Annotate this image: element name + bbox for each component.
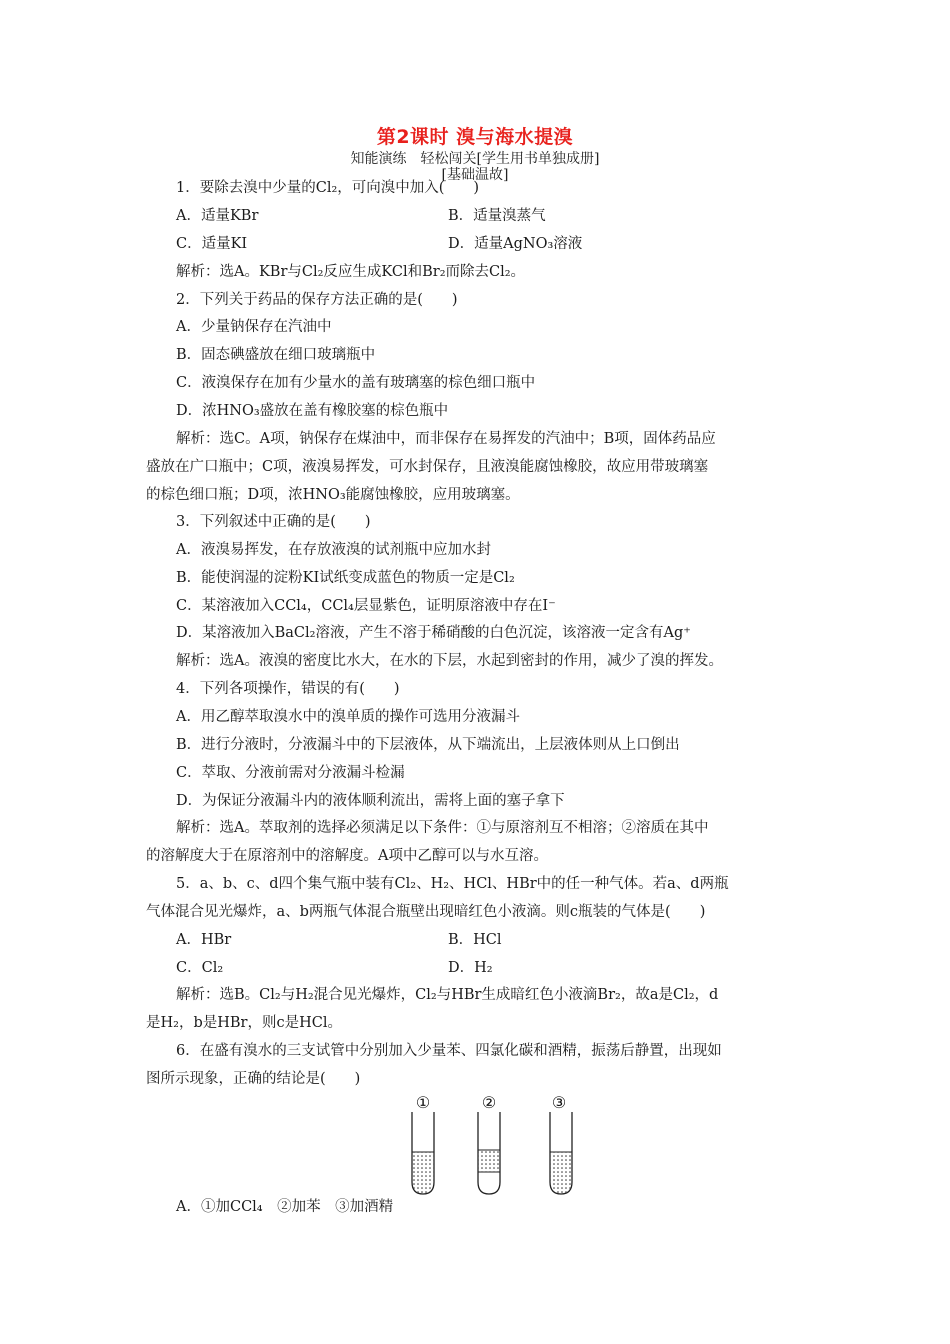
q3-option-a: A．液溴易挥发，在存放液溴的试剂瓶中应加水封 [176, 542, 491, 558]
q4-option-d: D．为保证分液漏斗内的液体顺利流出，需将上面的塞子拿下 [176, 793, 565, 809]
tube-label-2: ② [481, 1093, 497, 1112]
question-6-line-1: 6．在盛有溴水的三支试管中分别加入少量苯、四氯化碳和酒精，振荡后静置，出现如 [176, 1043, 722, 1059]
tube-label-3: ③ [551, 1093, 567, 1112]
q1-option-c: C．适量KI [176, 236, 248, 252]
q4-answer-line-1: 解析：选A。萃取剂的选择必须满足以下条件：①与原溶剂互不相溶；②溶质在其中 [176, 820, 709, 836]
q5-option-d: D．H₂ [448, 960, 493, 976]
q2-option-d: D．浓HNO₃盛放在盖有橡胶塞的棕色瓶中 [176, 403, 449, 419]
question-2: 2．下列关于药品的保存方法正确的是( ) [176, 292, 458, 308]
q4-option-c: C．萃取、分液前需对分液漏斗检漏 [176, 765, 405, 781]
test-tube-2 [478, 1112, 500, 1194]
question-3: 3．下列叙述中正确的是( ) [176, 514, 371, 530]
test-tubes-figure [400, 1110, 590, 1200]
subtitle: 知能演练 轻松闯关[学生用书单独成册] [350, 151, 600, 167]
q2-answer-line-2: 盛放在广口瓶中；C项，液溴易挥发，可水封保存，且液溴能腐蚀橡胶，故应用带玻璃塞 [146, 459, 709, 475]
q2-answer-line-1: 解析：选C。A项，钠保存在煤油中，而非保存在易挥发的汽油中；B项，固体药品应 [176, 431, 716, 447]
test-tube-3 [550, 1112, 572, 1194]
q1-option-b: B．适量溴蒸气 [448, 208, 546, 224]
q2-option-b: B．固态碘盛放在细口玻璃瓶中 [176, 347, 376, 363]
section-heading: [基础温故] [441, 167, 509, 183]
test-tube-1 [412, 1112, 434, 1194]
q3-option-c: C．某溶液加入CCl₄，CCl₄层显紫色，证明原溶液中存在I⁻ [176, 598, 556, 614]
page-title: 第2课时 溴与海水提溴 [376, 126, 574, 148]
q3-answer: 解析：选A。液溴的密度比水大，在水的下层，水起到密封的作用，减少了溴的挥发。 [176, 653, 723, 669]
q1-answer: 解析：选A。KBr与Cl₂反应生成KCl和Br₂而除去Cl₂。 [176, 264, 526, 280]
q5-option-c: C．Cl₂ [176, 960, 224, 976]
q4-answer-line-2: 的溶解度大于在原溶剂中的溶解度。A项中乙醇可以与水互溶。 [146, 848, 548, 864]
q3-option-b: B．能使润湿的淀粉KI试纸变成蓝色的物质一定是Cl₂ [176, 570, 515, 586]
q4-option-b: B．进行分液时，分液漏斗中的下层液体，从下端流出，上层液体则从上口倒出 [176, 737, 680, 753]
q5-answer-line-1: 解析：选B。Cl₂与H₂混合见光爆炸，Cl₂与HBr生成暗红色小液滴Br₂，故a是Cl₂，d [176, 987, 719, 1003]
q1-option-a: A．适量KBr [176, 208, 259, 224]
q2-answer-line-3: 的棕色细口瓶；D项，浓HNO₃能腐蚀橡胶，应用玻璃塞。 [146, 487, 520, 503]
q6-option-a: A．①加CCl₄ ②加苯 ③加酒精 [176, 1199, 394, 1215]
question-5-line-1: 5．a、b、c、d四个集气瓶中装有Cl₂、H₂、HCl、HBr中的任一种气体。若a、d两瓶 [176, 876, 729, 892]
question-1: 1．要除去溴中少量的Cl₂，可向溴中加入( ) [176, 180, 480, 196]
question-6-line-2: 图所示现象，正确的结论是( ) [146, 1071, 361, 1087]
question-5-line-2: 气体混合见光爆炸，a、b两瓶气体混合瓶壁出现暗红色小液滴。则c瓶装的气体是( ) [146, 904, 706, 920]
q3-option-d: D．某溶液加入BaCl₂溶液，产生不溶于稀硝酸的白色沉淀，该溶液一定含有Ag⁺ [176, 625, 691, 641]
q5-option-b: B．HCl [448, 932, 502, 948]
tube-label-1: ① [415, 1093, 431, 1112]
q1-option-d: D．适量AgNO₃溶液 [448, 236, 583, 252]
q2-option-c: C．液溴保存在加有少量水的盖有玻璃塞的棕色细口瓶中 [176, 375, 536, 391]
q5-answer-line-2: 是H₂，b是HBr，则c是HCl。 [146, 1015, 342, 1031]
q4-option-a: A．用乙醇萃取溴水中的溴单质的操作可选用分液漏斗 [176, 709, 520, 725]
q2-option-a: A．少量钠保存在汽油中 [176, 319, 332, 335]
question-4: 4．下列各项操作，错误的有( ) [176, 681, 400, 697]
q5-option-a: A．HBr [176, 932, 232, 948]
